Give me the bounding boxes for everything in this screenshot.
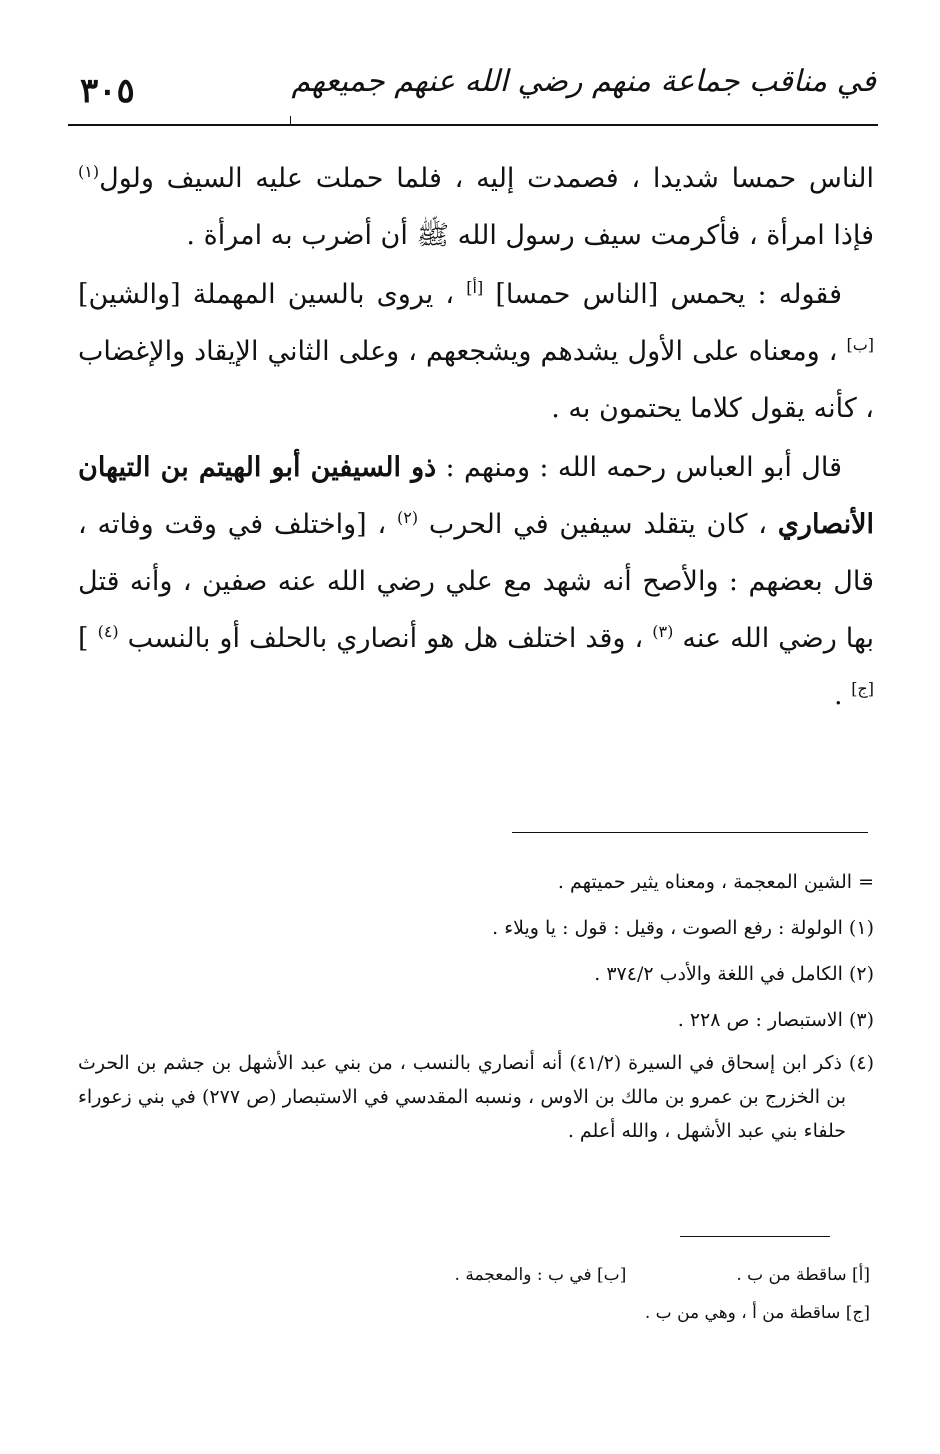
footnote-3: (٣) الاستبصار : ص ٢٢٨ . (677, 1009, 874, 1031)
paragraph-3-bold-name: ذو السيفين أبو الهيتم بن التيهان الأنصاري (78, 452, 874, 540)
manuscript-variants (78, 1256, 870, 1332)
footnote-1: (١) الولولة : رفع الصوت ، وقيل : قول : يا ويلاء . (492, 917, 874, 939)
paragraph-2 (78, 266, 874, 437)
running-title: في مناقب جماعة منهم رضي الله عنهم جميعهم (291, 64, 876, 99)
header-divider-tick (290, 116, 291, 126)
footnote-rule (512, 832, 868, 833)
paragraph-3-text-4: ، وقد اختلف هل هو أنصاري بالحلف أو بالنسب (118, 623, 653, 654)
paragraph-3 (78, 439, 874, 724)
footnote-2: (٢) الكامل في اللغة والأدب ٣٧٤/٢ . (594, 963, 874, 985)
paragraph-3-text-1: قال أبو العباس رحمه الله : ومنهم : (436, 452, 842, 483)
variants-row-1 (78, 1256, 870, 1294)
page-number: ٣٠٥ (80, 71, 135, 111)
main-text (78, 150, 874, 726)
variant-ref-a: [أ] (466, 278, 484, 297)
paragraph-1-text-1: الناس حمسا شديدا ، فصمدت إليه ، فلما حملت عليه السيف ولول (99, 163, 874, 194)
variant-a: [أ] ساقطة من ب . (736, 1265, 870, 1285)
page-header (72, 58, 876, 122)
footnote-4: (٤) ذكر ابن إسحاق في السيرة (٤١/٢) أنه أنصاري بالنسب ، من بني عبد الأشهل بن جشم بن الحرث بن الخزرج بن عمرو بن مالك بن الاوس ، ونسبه المقدسي في الاستبصار (ص ٢٧٧) في بني زعوراء حلفاء بني عبد الأشهل ، والله أعلم . (78, 1052, 874, 1142)
paragraph-2-text-2: ، يروى بالسين المهملة [والشين] (78, 279, 467, 310)
paragraph-2-text-3: ، ومعناه على الأول يشدهم ويشجعهم ، وعلى الثاني الإيقاد والإغضاب ، كأنه يقول كلاما يحتمون به . (78, 336, 874, 424)
footnote-ref-4: (٤) (97, 622, 119, 641)
paragraph-3-text-2: ، كان يتقلد سيفين في الحرب (418, 509, 778, 540)
variant-c: [ج] ساقطة من أ ، وهي من ب . (644, 1303, 870, 1323)
footnote-ref-2: (٢) (397, 508, 419, 527)
footnotes (78, 862, 874, 1154)
paragraph-3-text-3: ، [واختلف في وقت وفاته ، قال بعضهم : والأصح أنه شهد مع علي رضي الله عنه صفين ، وأنه قتل بها رضي الله عنه (78, 509, 874, 654)
footnote-ref-3: (٣) (652, 622, 674, 641)
footnote-ref-1: (١) (78, 162, 100, 181)
paragraph-3-text-6: . (834, 680, 852, 711)
header-divider (68, 124, 878, 126)
paragraph-2-text-1: فقوله : يحمس [الناس حمسا] (483, 279, 842, 310)
paragraph-3-text-5: ] (78, 623, 98, 654)
variants-rule (680, 1236, 830, 1237)
paragraph-1-text-2: فإذا امرأة ، فأكرمت سيف رسول الله ﷺ أن أضرب به امرأة . (186, 220, 874, 251)
variant-ref-b: [ب] (846, 335, 874, 354)
footnote-continuation: = الشين المعجمة ، ومعناه يثير حميتهم . (557, 871, 874, 893)
paragraph-1 (78, 150, 874, 264)
variant-b: [ب] في ب : والمعجمة . (454, 1265, 627, 1285)
variants-row-2 (78, 1294, 870, 1332)
variant-ref-c: [ج] (851, 679, 874, 698)
